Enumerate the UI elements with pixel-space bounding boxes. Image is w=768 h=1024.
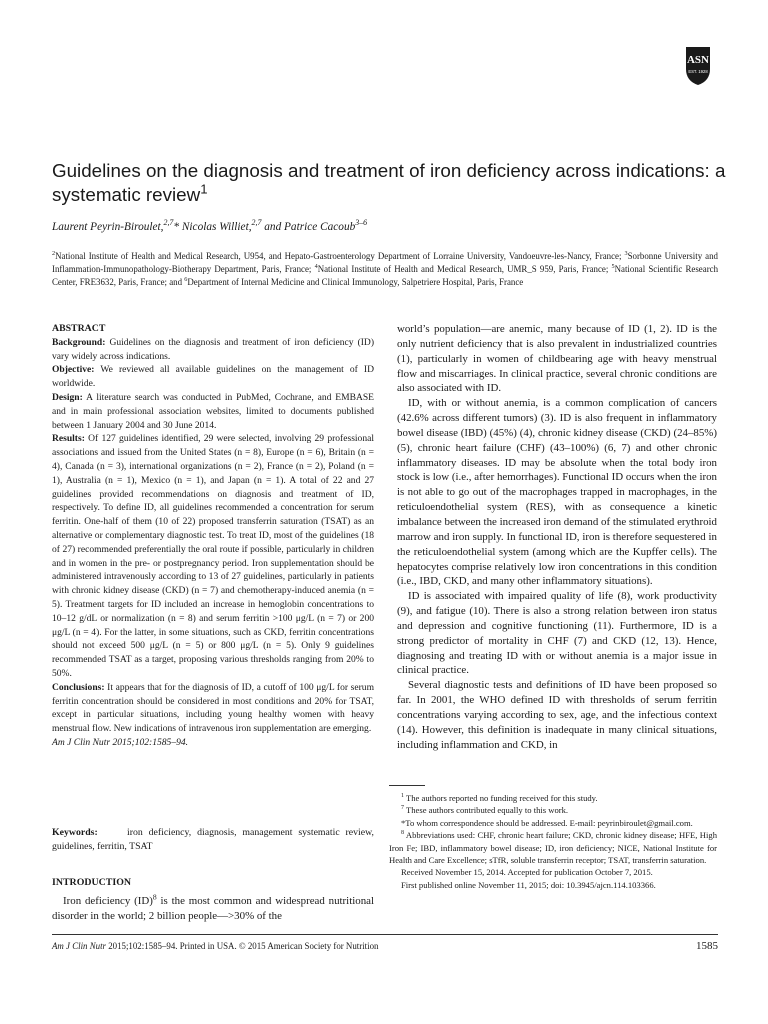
body-paragraph: world’s population—are anemic, many because of ID (1, 2). ID is the only nutrient deficiency that is also prevalent in industrialized countries (1), particularly in women of childbearing age with heavy menstrual flow and miscarriages. In clinical practice, several chronic conditions are also associated with ID. [397,323,717,395]
abstract-background: Background: Guidelines on the diagnosis and treatment of iron deficiency (ID) vary widely across indications. [52,336,374,362]
introduction-heading: INTRODUCTION [52,877,132,888]
author-name: Laurent Peyrin-Biroulet, [52,221,164,233]
footnote-rule [389,785,425,786]
page-number: 1585 [696,940,718,952]
keywords: Keywords: iron deficiency, diagnosis, management systematic review, guidelines, ferritin, TSAT [52,827,374,852]
author-name: and Patrice Cacoub [264,221,356,233]
logo-est: EST. 1928 [688,69,708,74]
body-column-right [397,322,717,752]
abstract-design: Design: A literature search was conducted in PubMed, Cochrane, and EMBASE and in main professional association websites, limited to documents published between 1 January 2004 and 30 June 2014. [52,391,374,431]
abstract-results: Results: Of 127 guidelines identified, 29 were selected, involving 29 professional associations and issued from the United States (n = 8), Europe (n = 6), Britain (n = 4), Canada (n = 3), international organizations (n = 2), France (n = 2), Poland (n = 1), Australia (n = 1), Mexico (n = 1), and Japan (n = 1). A total of 22 and 27 guidelines provided recommendations on diagnosis and treatment of ID, respectively. To define ID, all guidelines recommended a concentration for serum ferritin. One-half of them (10 of 22) proposed transferrin saturation (TSAT) as an alternative or complementary diagnostic test. To treat ID, most of the guidelines (18 of 27) recommended preferentially the oral route if possible, particularly in children and in women in the pre- or postpregnancy period. Iron supplementation should be administered intravenously according to 13 of 27 guidelines, particularly in patients with chronic kidney disease (CKD) (n = 7) and chemotherapy-induced anemia (n = 5). Treatment targets for ID included an increase in hemoglobin concentrations to 10–12 g/dL or normalization (n = 8) and serum ferritin >100 μg/L (n = 7) or 200 μg/L (n = 4). For the latter, in some situations, such as CKD, ferritin concentrations should not exceed 500 μg/L (n = 5) or 800 μg/L (n = 5). Only 9 guidelines recommended TSAT as a target, proposing various thresholds ranging from 20% to 50%. [52,433,374,679]
article-title: Guidelines on the diagnosis and treatment of iron deficiency across indications: a systematic review$^1$ [52,160,726,205]
abstract-conclusions: Conclusions: It appears that for the diagnosis of ID, a cutoff of 100 μg/L for serum ferritin concentration should be considered in most conditions and 20% for TSAT, except in particular situations, including young healthy women with heavy menstrual flow. New indications of intravenous iron supplementation are emerging. [52,681,375,735]
footnote-published: First published online November 11, 2015; doi: 10.3945/ajcn.114.103366. [401,879,656,890]
footnote-received: Received November 15, 2014. Accepted for publication October 7, 2015. [401,867,653,878]
footnote: *To whom correspondence should be addressed. E-mail: peyrinbiroulet@gmail.com. [401,817,693,828]
affiliations: $^2$National Institute of Health and Medical Research, U954, and Hepato-Gastroenterology Department of Lorraine University, Vandoeuvre-les-Nancy, France; $^3$Sorbonne University and Inflammation-Immunopathology-Biotherapy Department, Paris, France; $^4$National Institute of Health and Medical Research, UMR_S 959, Paris, France; $^5$National Scientific Research Center, FRE3632, Paris, France; and $^6$Department of Internal Medicine and Clinical Immunology, Salpetriere Hospital, Paris, France [52,250,719,287]
asn-logo [680,43,716,87]
footer-rule [52,934,718,935]
footer-journal: Am J Clin Nutr [52,941,106,951]
footnote: $^1$ The authors reported no funding received for this study. [401,793,598,803]
body-paragraph: Several diagnostic tests and definitions of ID have been proposed so far. In 2001, the WHO defined ID with thresholds of serum ferritin concentrations varying according to sex, age, and the infectious context (14). However, this definition is inadequate in many clinical situations, including inflammation and CKD, in [397,679,717,751]
abstract-heading: ABSTRACT [52,323,106,334]
footnote: $^8$ Abbreviations used: CHF, chronic heart failure; CKD, chronic kidney disease; HFE, High Iron Fe; IBD, inflammatory bowel disease; ID, iron deficiency; NICE, National Institute for Health and Care Excellence; sTfR, soluble transferrin receptor; TSAT, transferrin saturation. [389,830,717,866]
logo-text: ASN [686,54,710,66]
abstract-citation: Am J Clin Nutr 2015;102:1585–94. [52,736,189,748]
body-paragraph: ID, with or without anemia, is a common complication of cancers (42.6% across different tumors) (3). ID is also frequent in inflammatory bowel disease (IBD) (45%) (4), chronic kidney disease (CKD) (24–85%) (5), chronic heart failure (CHF) (43–100%) (6, 7) and other chronic inflammatory diseases. ID may be absolute when the total body iron stock is low (i.e., after hemorrhages). Functional ID occurs when the iron is not able to go out of the macrophages trapped in macrophages, in the reticuloendothelial system (RES), with as consequence a kinetic imbalance between the increased iron demand of the stimulated erythroid marrow and iron supply. In functional ID, iron is therefore sequestered in the reticuloendothelial system (among which are the Kupffer cells). The hepatocytes comprise relatively low iron concentrations in this condition (i.e., IBD, CKD, and many other inflammatory situations). [397,397,717,588]
author-name: Nicolas Williet, [181,221,252,233]
page-footer [52,940,718,952]
introduction-text: Iron deficiency (ID)$^8$ is the most common and widespread nutritional disorder in the world; 2 billion people—>30% of the [52,892,375,922]
author-list: Laurent Peyrin-Biroulet,$^{2,7}$* Nicolas Williet,$^{2,7}$ and Patrice Cacoub$^{3-6}$ [52,218,368,233]
body-paragraph: ID is associated with impaired quality of life (8), work productivity (9), and fatigue (10). There is also a strong relation between iron status and depression and cognitive functioning (11). Furthermore, ID is a strong predictor of mortality in CHF (7) and CKD (12, 13). Hence, diagnosing and treating ID with or without anemia is a major issue in clinical practice. [397,590,717,677]
footer-text: 2015;102:1585–94. Printed in USA. © 2015 American Society for Nutrition [106,941,379,951]
footnotes [389,792,717,891]
abstract-objective: Objective: We reviewed all available guidelines on the management of ID worldwide. [52,364,374,390]
footnote: $^7$ These authors contributed equally to this work. [401,805,569,816]
abstract [52,322,374,750]
